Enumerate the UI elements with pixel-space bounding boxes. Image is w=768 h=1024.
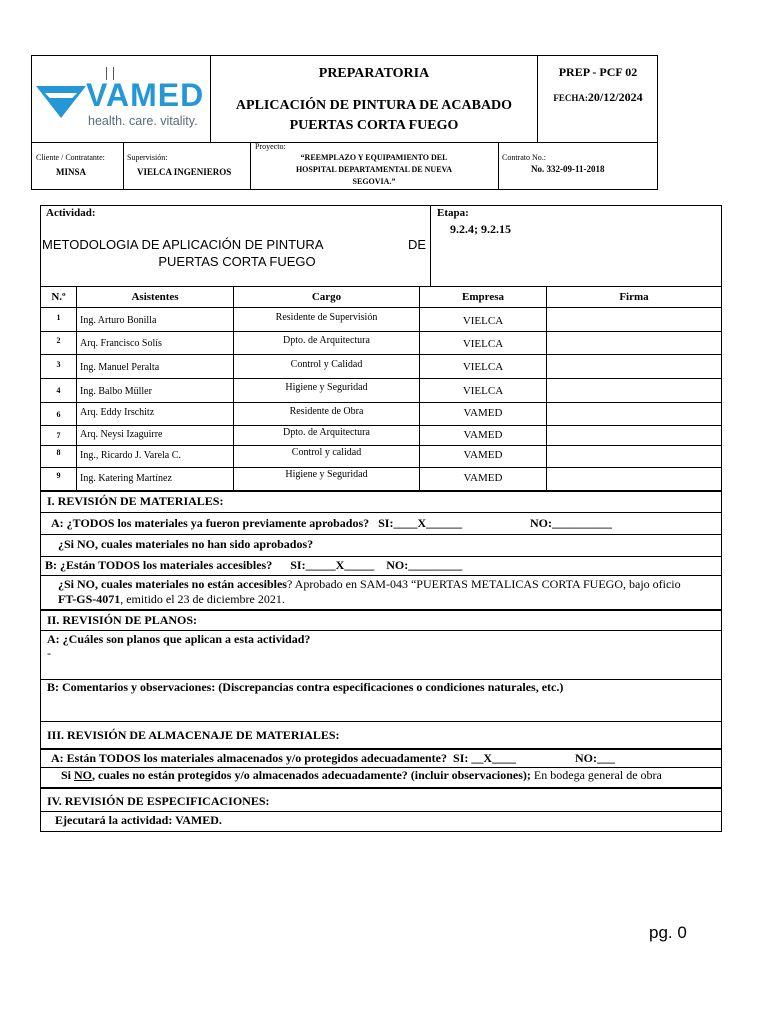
section-2-qb: B: Comentarios y observaciones: (Discrepancias contra especificaciones o condiciones naturales, etc.) [47, 680, 564, 694]
table-row-cargo: Higiene y Seguridad [285, 469, 368, 480]
doc-title-3: PUERTAS CORTA FUEGO [289, 118, 459, 133]
table-row-cargo: Dpto. de Arquitectura [283, 335, 370, 346]
col-header-n: N.º [51, 291, 66, 303]
table-row-n: 4 [56, 386, 61, 395]
header-table [31, 55, 658, 190]
contrato-value: No. 332-09-11-2018 [531, 164, 605, 174]
table-row-n: 8 [56, 448, 61, 457]
table-row-n: 6 [56, 410, 61, 419]
table-row-n: 9 [56, 471, 61, 480]
proyecto-line-1: “REEMPLAZO Y EQUIPAMIENTO DEL [300, 153, 448, 162]
section-3-sub: Si NO, cuales no están protegidos y/o almacenados adecuadamente? (incluir observaciones); En bodega general de obra [61, 768, 662, 782]
etapa-value: 9.2.4; 9.2.15 [450, 222, 511, 236]
col-header-cargo: Cargo [311, 291, 342, 303]
actividad-line-1-de: DE [408, 237, 427, 252]
logo-tagline: health. care. vitality. [88, 114, 198, 128]
doc-code: PREP - PCF 02 [558, 65, 638, 79]
table-row-empresa: VAMED [463, 472, 503, 484]
section-1-qa-no: NO:__________ [530, 516, 612, 530]
table-row-cargo: Higiene y Seguridad [285, 382, 368, 393]
section-1-title: I. REVISIÓN DE MATERIALES: [47, 494, 224, 508]
section-1-qa: A: ¿TODOS los materiales ya fueron previamente aprobados? SI:____X______ [51, 516, 463, 530]
section-2-qa: A: ¿Cuáles son planos que aplican a esta actividad? [47, 632, 311, 646]
section-3-qa-no: NO:___ [575, 751, 615, 765]
cliente-value: MINSA [56, 167, 87, 177]
table-row-empresa: VIELCA [462, 361, 504, 373]
section-3-title: III. REVISIÓN DE ALMACENAJE DE MATERIALES: [47, 728, 340, 742]
page-number: pg. 0 [649, 923, 687, 942]
table-row-empresa: VAMED [463, 449, 503, 461]
section-3-qa: A: Están TODOS los materiales almacenados y/o protegidos adecuadamente? SI: __X____ [51, 751, 517, 765]
actividad-line-1: METODOLOGIA DE APLICACIÓN DE PINTURA [42, 237, 324, 252]
section-1-qb: B: ¿Están TODOS los materiales accesibles? SI:_____X_____ NO:_________ [45, 558, 463, 572]
actividad-label: Actividad: [46, 207, 96, 219]
table-row-empresa: VIELCA [462, 385, 504, 397]
proyecto-label: Proyecto: [255, 142, 286, 151]
table-row-n: 7 [56, 431, 61, 440]
section-2-qa-answer: - [47, 646, 51, 660]
table-row-cargo: Residente de Supervisión [275, 312, 378, 323]
table-row-empresa: VIELCA [462, 338, 504, 350]
section-1-qb-sub: ¿Si NO, cuales materiales no están accesibles? Aprobado en SAM-043 “PUERTAS METALICAS CORTA FUEGO, bajo oficio FT-GS-4071, emitido el 23 de diciembre 2021. [58, 577, 681, 606]
vamed-logo [36, 64, 208, 134]
table-row-name: Arq. Neysi Izaguirre [80, 429, 163, 440]
table-row-name: Arq. Francisco Solís [80, 338, 162, 349]
col-header-empresa: Empresa [462, 291, 504, 303]
table-row-cargo: Control y calidad [291, 447, 362, 458]
doc-title-1: PREPARATORIA [318, 66, 430, 81]
table-row-n: 1 [56, 313, 61, 322]
table-row-empresa: VAMED [463, 429, 503, 441]
col-header-asistentes: Asistentes [131, 291, 179, 303]
table-row-empresa: VIELCA [462, 315, 504, 327]
table-row-n: 3 [56, 360, 61, 369]
col-header-firma: Firma [619, 291, 649, 303]
supervision-value: VIELCA INGENIEROS [137, 167, 232, 177]
logo-v-icon [36, 84, 86, 120]
table-row-n: 2 [56, 336, 61, 345]
doc-date: FECHA:20/12/2024 [553, 90, 643, 104]
section-4-line: Ejecutará la actividad: VAMED. [55, 813, 222, 827]
supervision-label: Supervisión: [127, 153, 168, 162]
table-row-name: Ing. Balbo Müller [80, 386, 152, 397]
table-row-name: Arq. Eddy Irschitz [80, 407, 155, 418]
proyecto-line-2: HOSPITAL DEPARTAMENTAL DE NUEVA [295, 165, 453, 174]
table-row-name: Ing., Ricardo J. Varela C. [80, 450, 181, 461]
doc-title-2: APLICACIÓN DE PINTURA DE ACABADO [235, 98, 513, 113]
section-2-title: II. REVISIÓN DE PLANOS: [47, 613, 198, 627]
etapa-label: Etapa: [437, 207, 469, 219]
section-1-qa-sub: ¿Si NO, cuales materiales no han sido aprobados? [58, 537, 314, 551]
table-row-name: Ing. Arturo Bonilla [80, 315, 157, 326]
logo-text: VAMED [86, 77, 205, 113]
table-row-cargo: Residente de Obra [289, 406, 364, 417]
proyecto-line-3: SEGOVIA.” [352, 177, 396, 186]
table-row-cargo: Control y Calidad [290, 359, 363, 370]
actividad-line-2: PUERTAS CORTA FUEGO [158, 254, 316, 269]
form-table [40, 205, 722, 832]
table-row-name: Ing. Manuel Peralta [80, 362, 160, 373]
contrato-label: Contrato No.: [502, 153, 546, 162]
table-row-empresa: VAMED [463, 407, 503, 419]
section-4-title: IV. REVISIÓN DE ESPECIFICACIONES: [47, 794, 270, 808]
table-row-cargo: Dpto. de Arquitectura [283, 427, 370, 438]
table-row-name: Ing. Katering Martínez [80, 473, 172, 484]
cliente-label: Cliente / Contratante: [36, 153, 105, 162]
